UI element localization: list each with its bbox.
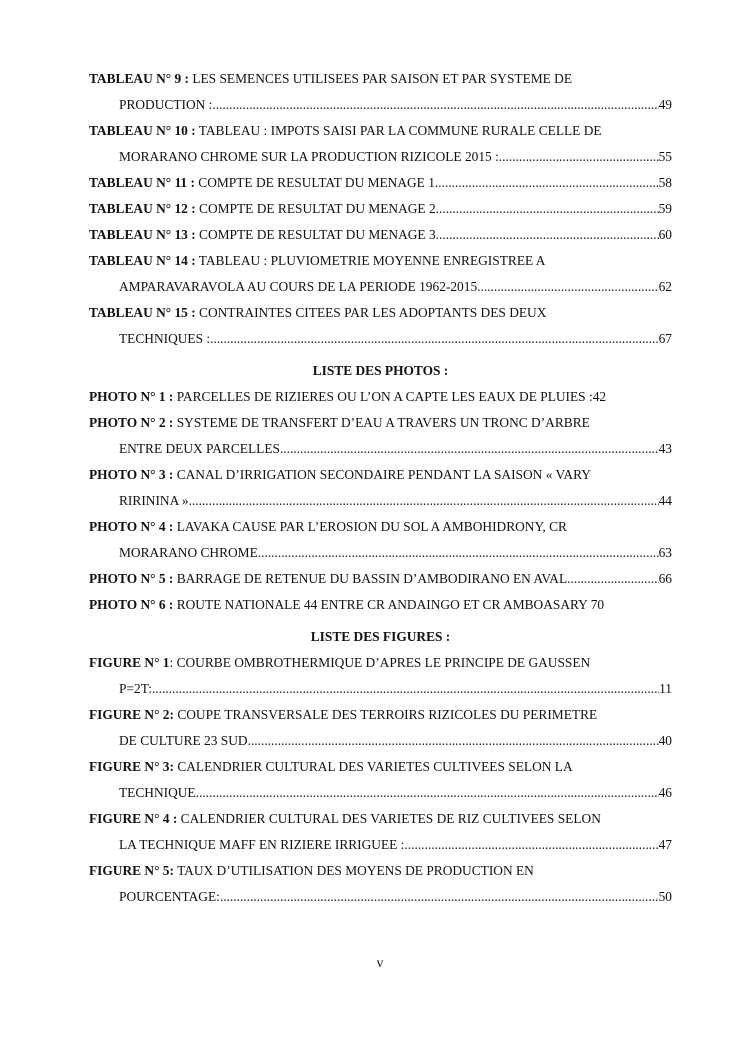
- entry-page: 43: [658, 441, 672, 456]
- entry-page: 46: [658, 785, 672, 800]
- dot-leader: [436, 196, 659, 222]
- dot-leader: [258, 540, 659, 566]
- entry-title-cont: DE CULTURE 23 SUD: [119, 733, 248, 748]
- dot-leader: [404, 832, 658, 858]
- dot-leader: [152, 676, 659, 702]
- entry-label: TABLEAU N° 15 :: [89, 305, 196, 320]
- dot-leader: [220, 884, 659, 910]
- entry-label: TABLEAU N° 11 :: [89, 175, 195, 190]
- entry-title-cont: AMPARAVARAVOLA AU COURS DE LA PERIODE 1962-2015: [119, 279, 478, 294]
- dot-leader: [196, 780, 659, 806]
- toc-entry-photo-3: [89, 462, 672, 514]
- entry-title: CONTRAINTES CITEES PAR LES ADOPTANTS DES DEUX: [199, 305, 547, 320]
- entry-title-cont: MORARANO CHROME: [119, 545, 258, 560]
- entry-page: 50: [658, 889, 672, 904]
- entry-title: ROUTE NATIONALE 44 ENTRE CR ANDAINGO ET CR AMBOASARY 70: [176, 597, 605, 612]
- dot-leader: [189, 488, 659, 514]
- entry-label: FIGURE N° 2:: [89, 707, 174, 722]
- entry-title: CANAL D’IRRIGATION SECONDAIRE PENDANT LA SAISON « VARY: [176, 467, 591, 482]
- toc-entry-tableau-11: [89, 170, 672, 196]
- entry-title-cont: P=2T:: [119, 681, 152, 696]
- toc-entry-tableau-12: [89, 196, 672, 222]
- dot-leader: [280, 436, 659, 462]
- dot-leader: [499, 144, 659, 170]
- entry-label: PHOTO N° 2 :: [89, 415, 174, 430]
- toc-entry-photo-1: [89, 384, 672, 410]
- entry-label: PHOTO N° 1 :: [89, 389, 174, 404]
- toc-entry-figure-3: [89, 754, 672, 806]
- entry-title-cont: TECHNIQUES :: [119, 331, 211, 346]
- toc-entry-tableau-14: [89, 248, 672, 300]
- toc-entry-tableau-15: [89, 300, 672, 352]
- toc-entry-photo-4: [89, 514, 672, 566]
- toc-entry-tableau-10: [89, 118, 672, 170]
- entry-title: PARCELLES DE RIZIERES OU L’ON A CAPTE LES EAUX DE PLUIES :42: [176, 389, 607, 404]
- entry-page: 49: [658, 97, 672, 112]
- entry-title: TABLEAU : IMPOTS SAISI PAR LA COMMUNE RURALE CELLE DE: [198, 123, 602, 138]
- entry-page: 40: [658, 733, 672, 748]
- entry-label: TABLEAU N° 10 :: [89, 123, 196, 138]
- toc-entry-figure-5: [89, 858, 672, 910]
- entry-label: FIGURE N° 5:: [89, 863, 174, 878]
- entry-page: 67: [658, 331, 672, 346]
- dot-leader: [477, 274, 658, 300]
- entry-page: 63: [658, 545, 672, 560]
- dot-leader: [567, 566, 658, 592]
- entry-title: COMPTE DE RESULTAT DU MENAGE 3: [199, 227, 436, 242]
- photos-heading: LISTE DES PHOTOS :: [312, 363, 449, 378]
- entry-label: PHOTO N° 5 :: [89, 571, 174, 586]
- entry-label: TABLEAU N° 13 :: [89, 227, 196, 242]
- entry-title-cont: LA TECHNIQUE MAFF EN RIZIERE IRRIGUEE :: [119, 837, 405, 852]
- figures-heading: LISTE DES FIGURES :: [310, 629, 451, 644]
- entry-page: 62: [658, 279, 672, 294]
- entry-page: 66: [658, 571, 672, 586]
- dot-leader: [436, 222, 659, 248]
- dot-leader: [435, 170, 659, 196]
- entry-label: PHOTO N° 4 :: [89, 519, 174, 534]
- entry-page: 44: [658, 493, 672, 508]
- entry-title: COMPTE DE RESULTAT DU MENAGE 1: [198, 175, 435, 190]
- entry-page: 47: [658, 837, 672, 852]
- toc-entry-photo-2: [89, 410, 672, 462]
- entry-title: CALENDRIER CULTURAL DES VARIETES DE RIZ CULTIVEES SELON: [180, 811, 601, 826]
- entry-page: 58: [658, 175, 672, 190]
- entry-title-cont: POURCENTAGE:: [119, 889, 220, 904]
- dot-leader: [212, 92, 658, 118]
- entry-title-cont: ENTRE DEUX PARCELLES: [119, 441, 280, 456]
- entry-label: TABLEAU N° 12 :: [89, 201, 196, 216]
- toc-entry-figure-1: [89, 650, 672, 702]
- toc-entry-figure-2: [89, 702, 672, 754]
- entry-title: COUPE TRANSVERSALE DES TERROIRS RIZICOLES DU PERIMETRE: [177, 707, 598, 722]
- entry-title: LAVAKA CAUSE PAR L’EROSION DU SOL A AMBOHIDRONY, CR: [176, 519, 567, 534]
- page-number: v: [376, 955, 384, 970]
- entry-title: CALENDRIER CULTURAL DES VARIETES CULTIVEES SELON LA: [177, 759, 573, 774]
- entry-label: FIGURE N° 4 :: [89, 811, 178, 826]
- entry-title: COMPTE DE RESULTAT DU MENAGE 2: [199, 201, 436, 216]
- entry-title-cont: TECHNIQUE: [119, 785, 196, 800]
- entry-label: PHOTO N° 6 :: [89, 597, 174, 612]
- entry-title-cont: MORARANO CHROME SUR LA PRODUCTION RIZICOLE 2015 :: [119, 149, 499, 164]
- entry-page: 59: [658, 201, 672, 216]
- toc-entry-figure-4: [89, 806, 672, 858]
- entry-title: TAUX D’UTILISATION DES MOYENS DE PRODUCTION EN: [177, 863, 534, 878]
- entry-title: SYSTEME DE TRANSFERT D’EAU A TRAVERS UN TRONC D’ARBRE: [176, 415, 590, 430]
- entry-title: LES SEMENCES UTILISEES PAR SAISON ET PAR SYSTEME DE: [192, 71, 573, 86]
- toc-entry-tableau-13: [89, 222, 672, 248]
- entry-label: TABLEAU N° 14 :: [89, 253, 196, 268]
- entry-page: 60: [658, 227, 672, 242]
- dot-leader: [248, 728, 659, 754]
- entry-page: 11: [659, 681, 672, 696]
- document-page: [89, 66, 672, 910]
- entry-label: FIGURE N° 1: [89, 655, 170, 670]
- toc-entry-photo-6: [89, 592, 672, 618]
- entry-title-cont: PRODUCTION :: [119, 97, 213, 112]
- dot-leader: [210, 326, 658, 352]
- entry-title: BARRAGE DE RETENUE DU BASSIN D’AMBODIRANO EN AVAL: [176, 571, 568, 586]
- toc-entry-tableau-9: [89, 66, 672, 118]
- entry-title-cont: RIRININA »: [119, 493, 189, 508]
- entry-title: TABLEAU : PLUVIOMETRIE MOYENNE ENREGISTREE A: [198, 253, 546, 268]
- toc-entry-photo-5: [89, 566, 672, 592]
- entry-label: FIGURE N° 3:: [89, 759, 174, 774]
- entry-label: PHOTO N° 3 :: [89, 467, 174, 482]
- entry-page: 55: [658, 149, 672, 164]
- entry-label: TABLEAU N° 9 :: [89, 71, 189, 86]
- entry-title: : COURBE OMBROTHERMIQUE D’APRES LE PRINCIPE DE GAUSSEN: [169, 655, 591, 670]
